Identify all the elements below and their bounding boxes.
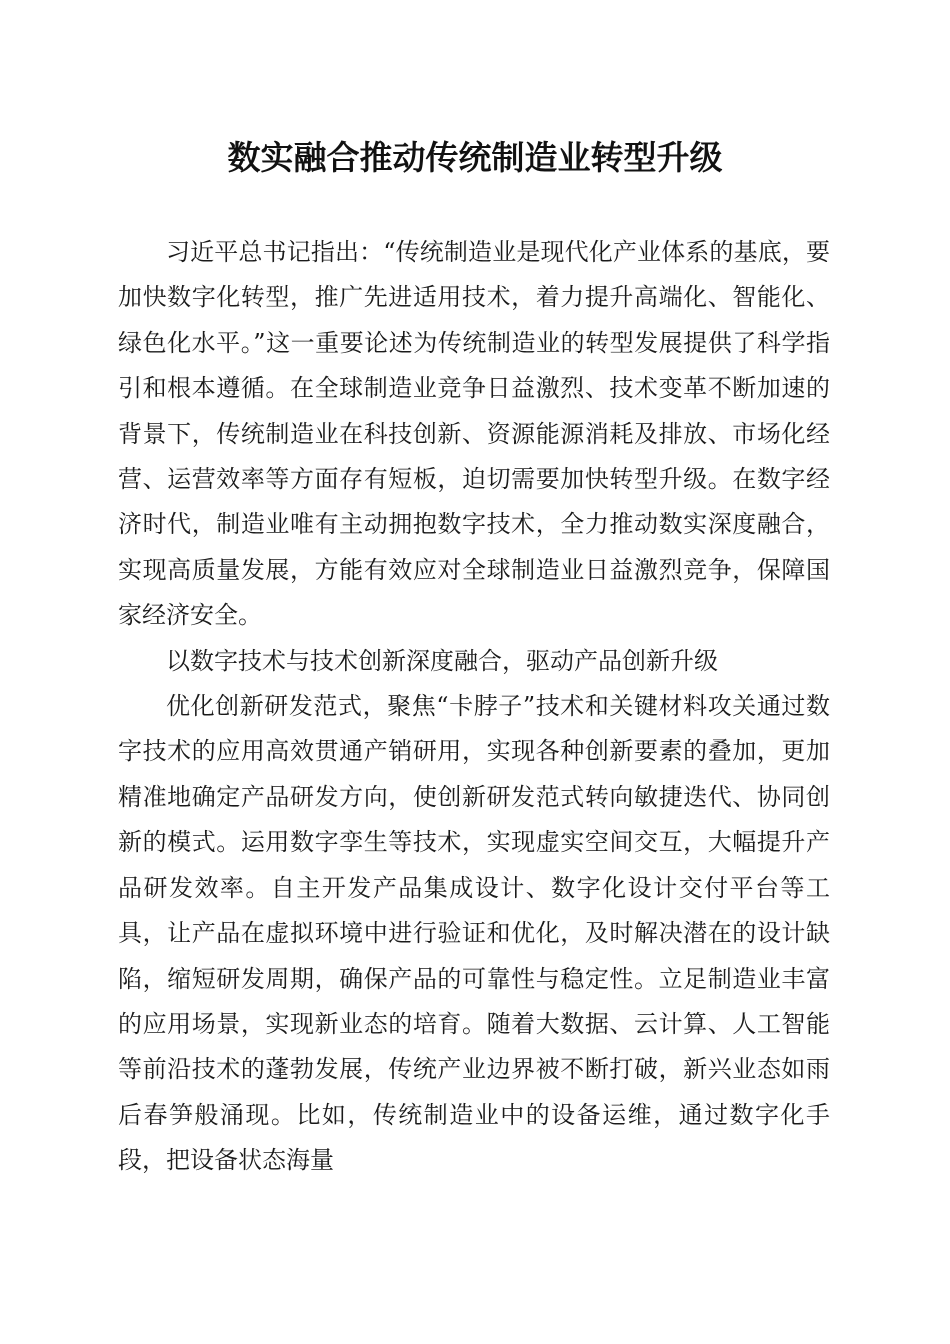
document-title: 数实融合推动传统制造业转型升级 — [227, 138, 723, 177]
paragraph-rd: 优化创新研发范式，聚焦“卡脖子”技术和关键材料攻关通过数字技术的应用高效贯通产销研用，实现各种创新要素的叠加，更加精准地确定产品研发方向，使创新研发范式转向敏捷迭代、协同创新的模式。运用数字孪生等技术，实现虚实空间交互，大幅提升产品研发效率。自主开发产品集成设计、数字化设计交付平台等工具，让产品在虚拟环境中进行验证和优化，及时解决潜在的设计缺陷，缩短研发周期，确保产品的可靠性与稳定性。立足制造业丰富的应用场景，实现新业态的培育。随着大数据、云计算、人工智能等前沿技术的蓬勃发展，传统产业边界被不断打破，新兴业态如雨后春笋般涌现。比如，传统制造业中的设备运维，通过数字化手段，把设备状态海量 — [118, 692, 830, 1175]
section-heading: 以数字技术与技术创新深度融合，驱动产品创新升级 — [166, 646, 718, 675]
document-body — [118, 230, 830, 1184]
paragraph-intro: 习近平总书记指出：“传统制造业是现代化产业体系的基底，要加快数字化转型，推广先进适用技术，着力提升高端化、智能化、绿色化水平。”这一重要论述为传统制造业的转型发展提供了科学指引和根本遵循。在全球制造业竞争日益激烈、技术变革不断加速的背景下，传统制造业在科技创新、资源能源消耗及排放、市场化经营、运营效率等方面存有短板，迫切需要加快转型升级。在数字经济时代，制造业唯有主动拥抱数字技术，全力推动数实深度融合，实现高质量发展，方能有效应对全球制造业日益激烈竞争，保障国家经济安全。 — [118, 238, 830, 630]
